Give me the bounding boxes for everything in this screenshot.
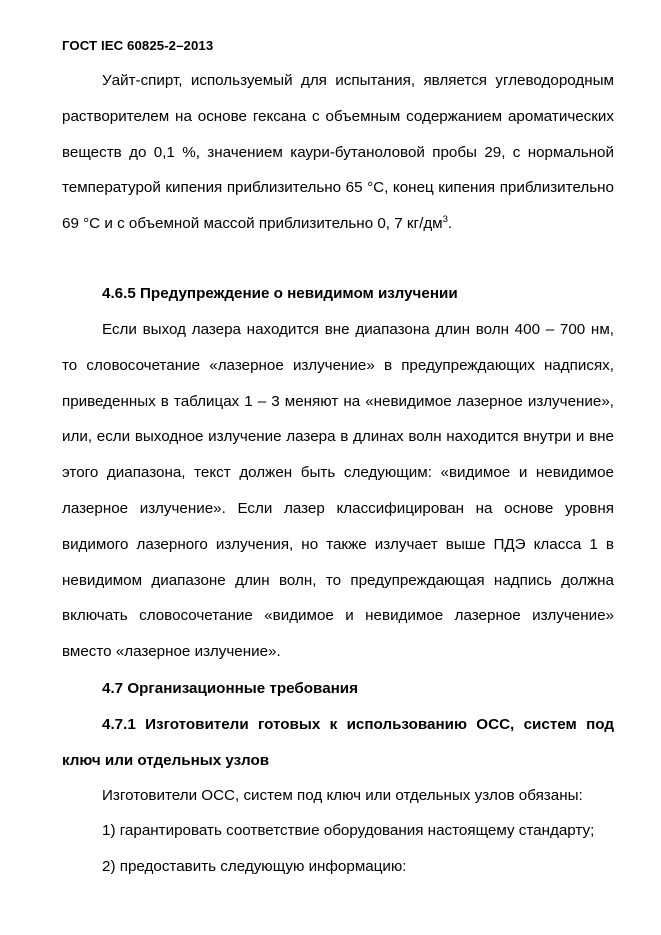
paragraph-white-spirit-suffix: .	[447, 215, 453, 233]
paragraph-white-spirit-text: Уайт-спирт, используемый для испытания, является углеводородным растворителем на основе гексана с объемным содержанием ароматических веществ до 0,1 %, значением каури-бутаноловой пробы 29, с нормальной температурой кипения приблизительно 65 °C, конец кипения приблизительно 69 °C и с объемной массой приблизительно 0, 7 кг/дм	[62, 72, 614, 233]
paragraph-obligations: Изготовители ОСС, систем под ключ или отдельных узлов обязаны:	[102, 787, 583, 804]
list-item: 2) предоставить следующую информацию:	[102, 858, 407, 875]
heading-4-7-1: 4.7.1 Изготовители готовых к использованию ОСС, систем под ключ или отдельных узлов	[62, 716, 614, 769]
superscript-cube: 3	[442, 214, 448, 226]
paragraph-white-spirit	[62, 63, 614, 242]
paragraph-invisible-warning: Если выход лазера находится вне диапазона длин волн 400 – 700 нм, то словосочетание «лазерное излучение» в предупреждающих надписях, приведенных в таблицах 1 – 3 меняют на «невидимое лазерное излучение», или, если выходное излучение лазера в длинах волн находится внутри и вне этого диапазона, текст должен быть следующим: «видимое и невидимое лазерное излучение». Если лазер классифицирован на основе уровня видимого лазерного излучения, но также излучает выше ПДЭ класса 1 в невидимом диапазоне длин волн, то предупреждающая надпись должна включать словосочетание «видимое и невидимое лазерное излучение» вместо «лазерное излучение».	[62, 321, 614, 661]
heading-4-6-5: 4.6.5 Предупреждение о невидимом излучении	[102, 285, 458, 302]
heading-4-7: 4.7 Организационные требования	[102, 680, 359, 697]
document-header: ГОСТ IEC 60825-2–2013	[62, 38, 214, 53]
list-item: 1) гарантировать соответствие оборудования настоящему стандарту;	[102, 822, 595, 839]
